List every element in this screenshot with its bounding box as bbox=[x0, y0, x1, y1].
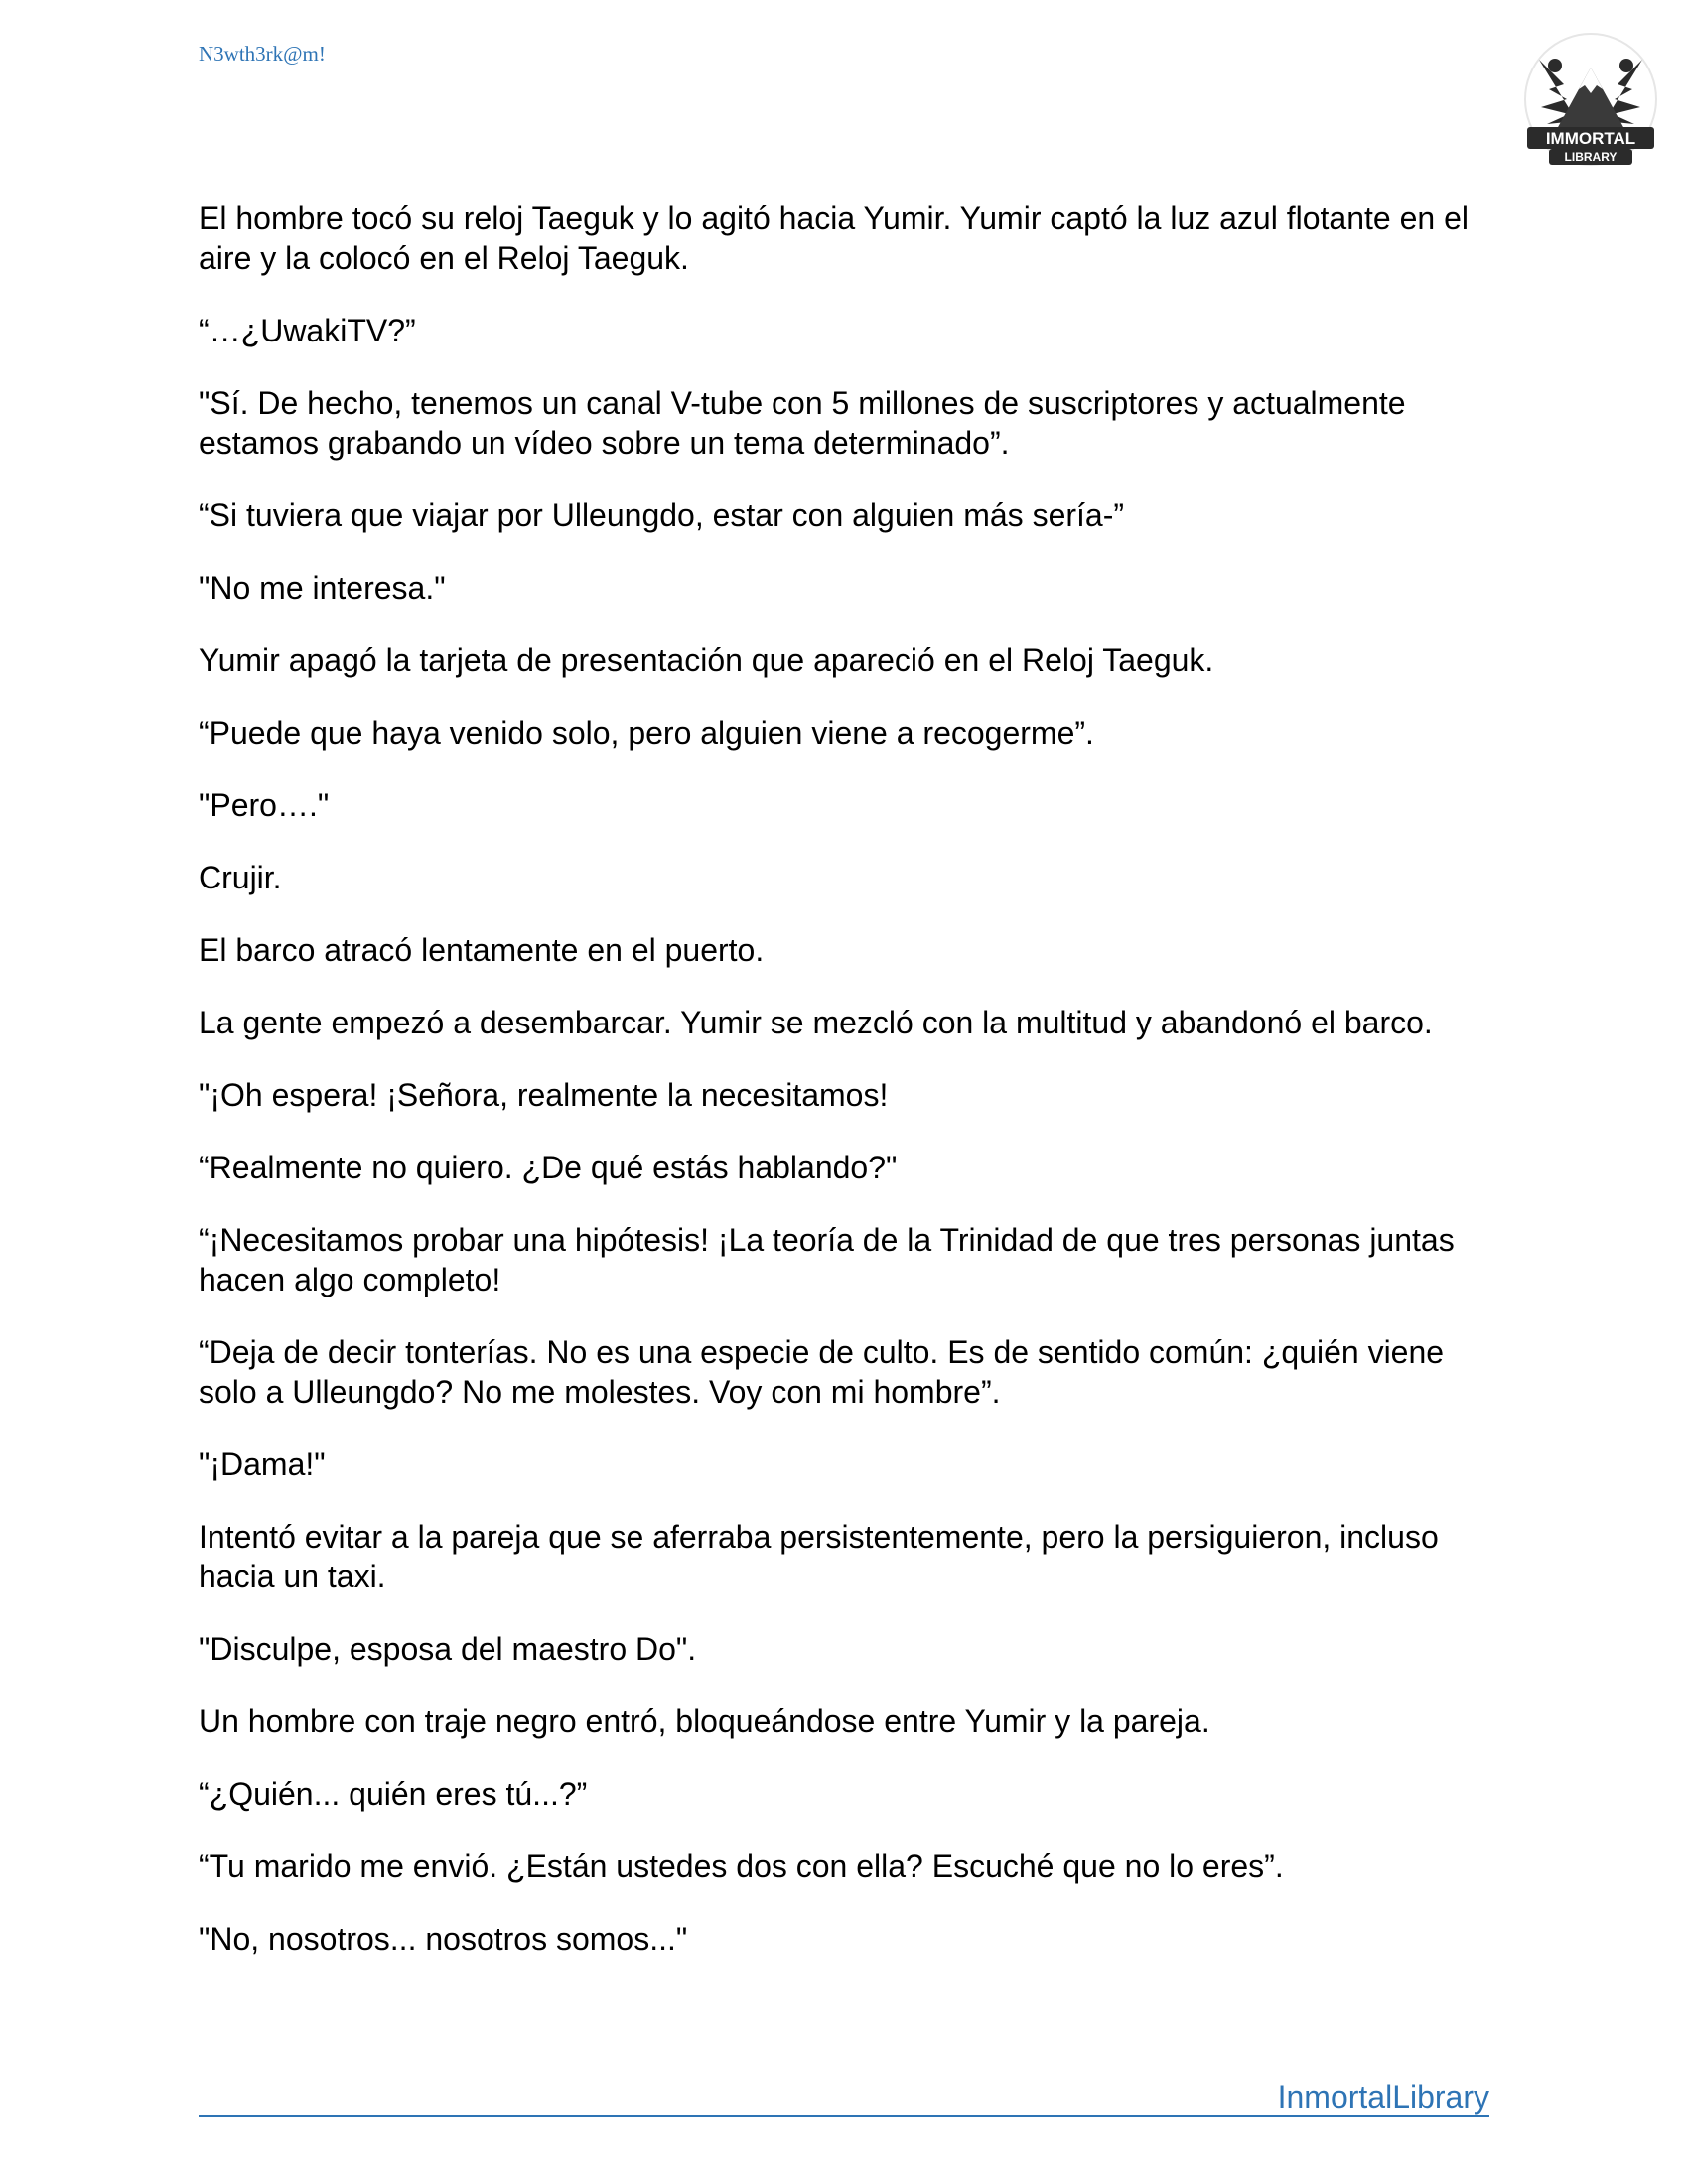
page-footer bbox=[199, 2079, 1489, 2117]
paragraph: “¿Quién... quién eres tú...?” bbox=[199, 1776, 588, 1812]
immortal-library-logo bbox=[1519, 30, 1663, 179]
paragraph: La gente empezó a desembarcar. Yumir se mezcló con la multitud y abandonó el barco. bbox=[199, 1005, 1433, 1040]
paragraph: Yumir apagó la tarjeta de presentación que apareció en el Reloj Taeguk. bbox=[199, 642, 1214, 678]
paragraph: “¡Necesitamos probar una hipótesis! ¡La teoría de la Trinidad de que tres personas juntas hacen algo completo! bbox=[199, 1222, 1455, 1297]
paragraph: "No me interesa." bbox=[199, 570, 446, 606]
paragraph: “Tu marido me envió. ¿Están ustedes dos con ella? Escuché que no lo eres”. bbox=[199, 1848, 1284, 1884]
paragraph: “…¿UwakiTV?” bbox=[199, 313, 416, 348]
paragraph: “Realmente no quiero. ¿De qué estás hablando?" bbox=[199, 1150, 898, 1185]
paragraph: "No, nosotros... nosotros somos..." bbox=[199, 1921, 688, 1957]
logo-text-line2: LIBRARY bbox=[1564, 150, 1618, 164]
header-watermark-id: N3wth3rk@m! bbox=[199, 42, 326, 66]
paragraph: Intentó evitar a la pareja que se aferraba persistentemente, pero la persiguieron, incluso hacia un taxi. bbox=[199, 1519, 1439, 1594]
footer-library-link[interactable]: InmortalLibrary bbox=[1277, 2079, 1489, 2115]
logo-text-line1: IMMORTAL bbox=[1545, 129, 1636, 148]
paragraph: El hombre tocó su reloj Taeguk y lo agitó hacia Yumir. Yumir captó la luz azul flotante en el aire y la colocó en el Reloj Taeguk. bbox=[199, 201, 1469, 276]
paragraph: "¡Oh espera! ¡Señora, realmente la necesitamos! bbox=[199, 1077, 889, 1113]
paragraph: Crujir. bbox=[199, 860, 282, 895]
paragraph: "Sí. De hecho, tenemos un canal V-tube con 5 millones de suscriptores y actualmente estamos grabando un vídeo sobre un tema determinado”. bbox=[199, 385, 1406, 461]
paragraph: "Pero…." bbox=[199, 787, 330, 823]
paragraph: Un hombre con traje negro entró, bloqueándose entre Yumir y la pareja. bbox=[199, 1704, 1210, 1739]
paragraph: "¡Dama!" bbox=[199, 1446, 326, 1482]
paragraph: “Si tuviera que viajar por Ulleungdo, estar con alguien más sería-” bbox=[199, 497, 1125, 533]
paragraph: “Deja de decir tonterías. No es una especie de culto. Es de sentido común: ¿quién viene solo a Ulleungdo? No me molestes. Voy con mi hombre”. bbox=[199, 1334, 1445, 1410]
paragraph: "Disculpe, esposa del maestro Do". bbox=[199, 1631, 697, 1667]
document-body bbox=[199, 199, 1499, 1991]
paragraph: “Puede que haya venido solo, pero alguien viene a recogerme”. bbox=[199, 715, 1094, 751]
logo-emblem-icon bbox=[1519, 30, 1663, 179]
paragraph: El barco atracó lentamente en el puerto. bbox=[199, 932, 765, 968]
